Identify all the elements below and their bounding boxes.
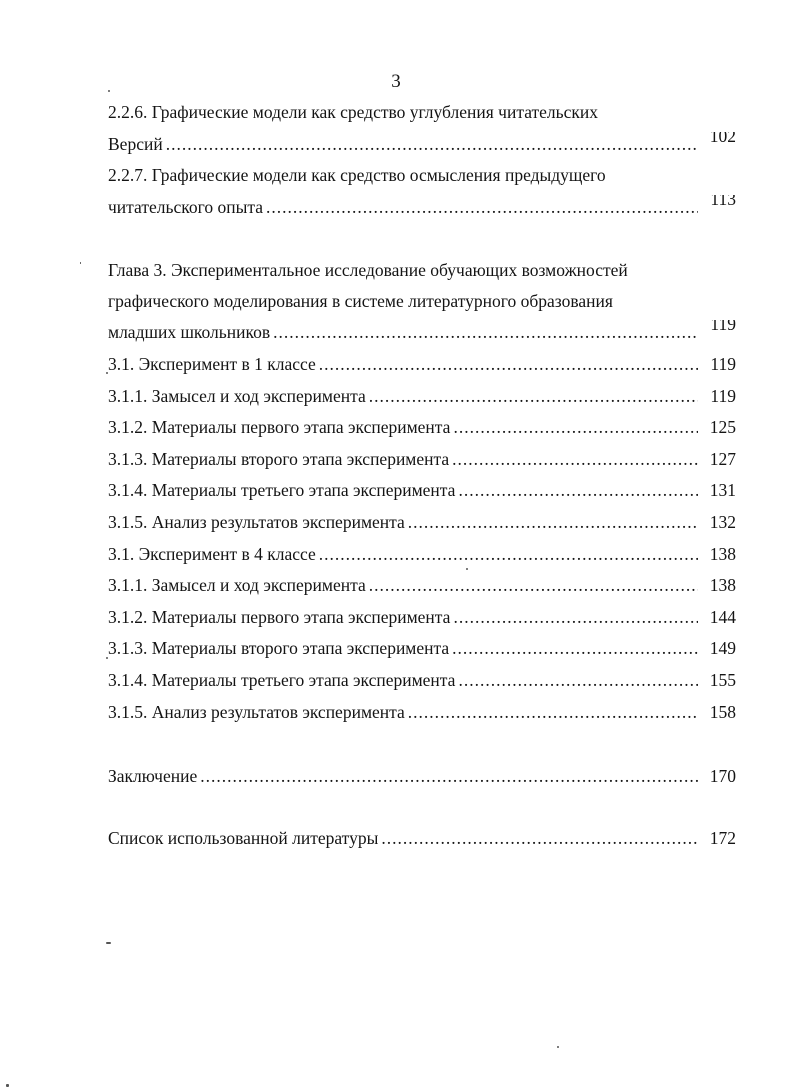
- toc-entry-chapter-3: [108, 258, 736, 344]
- dot-leader: [458, 668, 698, 692]
- toc-page-number: 172: [709, 828, 736, 848]
- toc-page-number: 138: [709, 543, 736, 564]
- toc-entry-conclusion: [108, 764, 736, 788]
- toc-entry-label: младших школьников: [108, 322, 271, 342]
- toc-entry-label: читательского опыта: [108, 197, 263, 217]
- toc-entry-label: 3.1.2. Материалы первого этапа эксперимента: [108, 606, 451, 627]
- toc-row: [108, 447, 736, 471]
- toc-entry-label: 3.1. Эксперимент в 4 классе: [108, 543, 316, 564]
- toc-page-number: 119: [710, 354, 736, 374]
- toc-page-number: 149: [709, 638, 736, 659]
- toc-entry-final-line: [108, 195, 736, 219]
- toc-entry-final-line: [108, 320, 736, 344]
- dot-leader: [381, 826, 698, 850]
- scan-speck: [108, 90, 110, 92]
- toc-entry-label: Список использованной литературы: [108, 828, 379, 848]
- dot-leader: [166, 132, 698, 156]
- toc-entry-final-line: [108, 132, 736, 156]
- toc-page-number: 102: [709, 132, 736, 146]
- toc-entry-label: 3.1.1. Замысел и ход эксперимента: [108, 575, 366, 596]
- toc-row: [108, 510, 736, 534]
- toc-entry-label: 3.1.2. Материалы первого этапа эксперимента: [108, 417, 451, 438]
- toc-entry-title-line: 2.2.6. Графические модели как средство углубления читательских: [108, 102, 599, 122]
- dot-leader: [452, 447, 698, 471]
- toc-row: [108, 764, 736, 788]
- toc-row: [108, 826, 736, 850]
- dot-leader: [453, 605, 698, 629]
- dot-leader: [453, 415, 698, 439]
- toc-page-number: 158: [709, 701, 736, 722]
- toc-page-number: 170: [709, 766, 736, 786]
- toc-page-number: 119: [710, 320, 736, 334]
- toc-row: [108, 415, 736, 439]
- toc-entry-label: 3.1.1. Замысел и ход эксперимента: [108, 385, 366, 406]
- toc-row: [108, 478, 736, 502]
- toc-page-number: 144: [709, 606, 736, 627]
- toc-page-number: 113: [710, 195, 736, 209]
- toc-entry-label: 3.1.3. Материалы второго этапа эксперимента: [108, 448, 450, 469]
- toc-row: [108, 700, 736, 724]
- toc-entry-title-line: 2.2.7. Графические модели как средство осмысления предыдущего: [108, 165, 606, 185]
- dot-leader: [319, 352, 698, 376]
- dot-leader: [319, 542, 698, 566]
- toc-row: [108, 668, 736, 692]
- dot-leader: [266, 195, 698, 219]
- toc-page-number: 119: [710, 385, 736, 406]
- toc-page-number: 132: [709, 511, 736, 532]
- toc-row: [108, 636, 736, 660]
- dot-leader: [273, 320, 698, 344]
- toc-entry-label: 3.1.3. Материалы второго этапа эксперимента: [108, 638, 450, 659]
- toc-page-number: 155: [709, 669, 736, 690]
- scan-speck: [6, 1084, 9, 1087]
- toc-entry-label: 3.1.4. Материалы третьего этапа эксперимента: [108, 669, 456, 690]
- scan-speck: [80, 262, 81, 264]
- toc-entry-2-2-7: [108, 163, 736, 219]
- toc-entry-title-line: Глава 3. Экспериментальное исследование обучающих возможностей: [108, 260, 628, 280]
- toc-page-number: 131: [709, 480, 736, 501]
- page-number: 3: [391, 71, 401, 92]
- scan-speck: [106, 942, 111, 944]
- scan-speck: [466, 568, 468, 570]
- dot-leader: [200, 764, 698, 788]
- toc-row: [108, 384, 736, 408]
- dot-leader: [369, 573, 698, 597]
- scan-speck: [106, 372, 108, 374]
- toc-row: [108, 605, 736, 629]
- toc-entry-label: Заключение: [108, 766, 198, 786]
- toc-page-number: 125: [709, 417, 736, 438]
- dot-leader: [408, 700, 698, 724]
- toc-row: [108, 573, 736, 597]
- toc-entry-label: 3.1.5. Анализ результатов эксперимента: [108, 511, 405, 532]
- toc-entry-title-line: графического моделирования в системе литературного образования: [108, 291, 613, 311]
- toc-entry-2-2-6: [108, 100, 736, 156]
- toc-entry-bibliography: [108, 826, 736, 850]
- toc-page-number: 127: [709, 448, 736, 469]
- toc-section-list: [108, 352, 736, 724]
- toc-entry-label: 3.1. Эксперимент в 1 классе: [108, 354, 316, 374]
- dot-leader: [369, 384, 698, 408]
- toc-page-number: 138: [709, 575, 736, 596]
- scan-speck: [106, 657, 108, 659]
- scan-speck: [557, 1046, 559, 1048]
- toc-entry-label: 3.1.5. Анализ результатов эксперимента: [108, 701, 405, 722]
- toc-row: [108, 542, 736, 566]
- toc-row: [108, 352, 736, 376]
- dot-leader: [458, 478, 698, 502]
- toc-entry-label: 3.1.4. Материалы третьего этапа эксперимента: [108, 480, 456, 501]
- dot-leader: [408, 510, 698, 534]
- dot-leader: [452, 636, 698, 660]
- toc-entry-label: Версий: [108, 134, 163, 154]
